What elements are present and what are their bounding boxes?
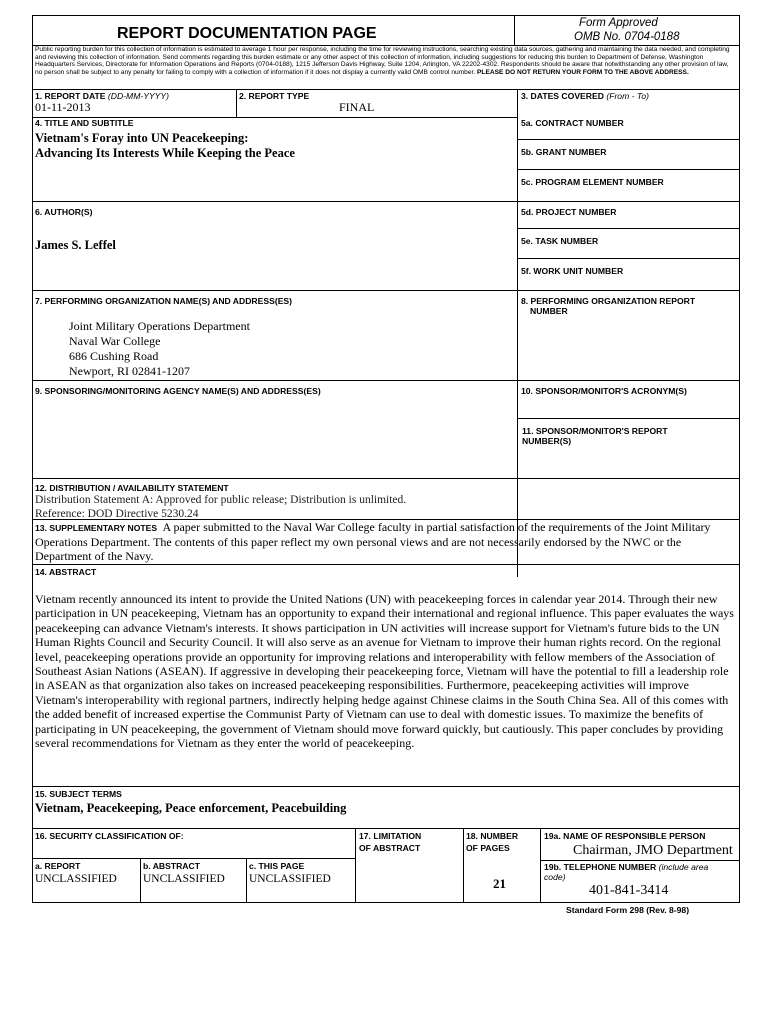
rule <box>33 858 355 859</box>
supplementary-text: A paper submitted to the Naval War College faculty in partial satisfaction of the requirements of the Joint Military Operations Department. The contents of this paper reflect my own personal views and are not necessarily endorsed by the NWC or the Department of the Navy. <box>35 520 711 564</box>
omb-number: OMB No. 0704-0188 <box>574 31 680 43</box>
subject-terms: Vietnam, Peacekeeping, Peace enforcement, Peacebuilding <box>35 801 347 815</box>
rule <box>33 290 739 291</box>
telephone-label <box>544 862 708 872</box>
abstract-class-label: b. ABSTRACT <box>143 861 200 871</box>
rule <box>33 89 739 90</box>
sponsor-report-label-2: NUMBER(S) <box>522 436 572 446</box>
rule <box>540 828 541 903</box>
address-line: 686 Cushing Road <box>69 349 159 363</box>
supplementary-notes <box>35 520 735 564</box>
subject-terms-label: 15. SUBJECT TERMS <box>35 789 122 799</box>
dates-covered-text: 3. DATES COVERED <box>521 91 604 101</box>
grant-number-label: 5b. GRANT NUMBER <box>521 147 607 157</box>
rule <box>517 139 740 140</box>
title-line-2: Advancing Its Interests While Keeping the Peace <box>35 146 295 160</box>
report-type-label: 2. REPORT TYPE <box>239 91 310 101</box>
rule <box>33 564 739 565</box>
rule <box>540 860 740 861</box>
abstract-text: Vietnam recently announced its intent to provide the United Nations (UN) with peacekeeping forces in calendar year 2014. Through their new participation in UN peacekeeping, Vietnam has an opportunity to expand their international and regional influence. This paper evaluates the ways peacekeeping can advance Vietnam's interests. It shows participation in UN activities will increase support for Vietnam's future bids to the UN Human Rights Council and Security Council. It will also serve as an avenue for Vietnam to improve their human rights record. On the regional level, peacekeeping operations provide an opportunity for improving relations and interoperability with fellow members of the Association of Southeast Asian Nations (ASEAN). If aggressive in developing their peacekeeping force, Vietnam will have the potential to fill a leadership role in ASEAN as that organization also takes on increased peacekeeping responsibilities. Furthermore, peacekeeping activities will improve Vietnam's interoperability with regional partners, indirectly helping hedge against Chinese claims in the South China Sea. All of this comes with the added benefit of increased expertise the Communist Party of Vietnam can use to deal with domestic issues. To maximize the benefits of participating in UN peacekeeping, the government of Vietnam should move forward quickly, but cautiously. This paper concludes by providing several recommendations for Vietnam as they enter the world of peacekeeping. <box>35 592 734 751</box>
report-class-label: a. REPORT <box>35 861 81 871</box>
performing-org-label: 7. PERFORMING ORGANIZATION NAME(S) AND ADDRESS(ES) <box>35 296 293 306</box>
report-documentation-form <box>32 15 740 903</box>
this-page-label: c. THIS PAGE <box>249 861 305 871</box>
pages-count: 21 <box>493 876 506 891</box>
limitation-label-2: OF ABSTRACT <box>359 843 421 853</box>
performing-report-label: 8. PERFORMING ORGANIZATION REPORT <box>521 296 696 306</box>
dates-covered-hint: (From - To) <box>606 91 649 101</box>
supplementary-label: 13. SUPPLEMENTARY NOTES <box>35 523 158 533</box>
pages-label-2: OF PAGES <box>466 843 510 853</box>
report-date-hint: (DD-MM-YYYY) <box>107 91 170 101</box>
this-page-value: UNCLASSIFIED <box>249 873 331 885</box>
rule <box>33 201 739 202</box>
performing-org-address <box>69 319 250 379</box>
address-line: Joint Military Operations Department <box>69 319 250 333</box>
report-date-value: 01-11-2013 <box>35 100 91 114</box>
project-number-label: 5d. PROJECT NUMBER <box>521 207 617 217</box>
rule <box>33 478 739 479</box>
program-element-label: 5c. PROGRAM ELEMENT NUMBER <box>521 177 664 187</box>
abstract-class-value: UNCLASSIFIED <box>143 873 225 885</box>
telephone-hint-2: code) <box>544 872 566 882</box>
responsible-person: Chairman, JMO Department <box>573 843 733 858</box>
dates-covered-label <box>521 91 649 101</box>
title-line-1: Vietnam's Foray into UN Peacekeeping: <box>35 131 249 145</box>
distribution-label: 12. DISTRIBUTION / AVAILABILITY STATEMENT <box>35 483 229 493</box>
telephone-label-text: 19b. TELEPHONE NUMBER <box>544 862 657 872</box>
address-line: Newport, RI 02841-1207 <box>69 364 190 378</box>
standard-form-footer: Standard Form 298 (Rev. 8-98) <box>566 905 690 915</box>
limitation-label: 17. LIMITATION <box>359 831 422 841</box>
report-class-value: UNCLASSIFIED <box>35 873 117 885</box>
rule <box>517 228 740 229</box>
burden-bold: PLEASE DO NOT RETURN YOUR FORM TO THE ABOVE ADDRESS. <box>477 68 689 76</box>
performing-report-label-2: NUMBER <box>530 306 568 316</box>
form-approved-label: Form Approved <box>579 17 658 29</box>
rule <box>517 418 740 419</box>
sponsor-report-label: 11. SPONSOR/MONITOR'S REPORT <box>522 426 668 436</box>
burden-statement <box>35 46 735 76</box>
burden-text: Public reporting burden for this collection of information is estimated to average 1 hour per response, including the time for reviewing instructions, searching existing data sources, gathering and maintaining the data needed, and completing and reviewing this collection of information. Send comments regarding this burden estimate or any other aspect of this collection of information, including suggestions for reducing this burden to Department of Defense, Washington Headquarters Services, Directorate for Information Operations and Reports (0704-0188), 1215 Jefferson Davis Highway, Suite 1204, Arlington, VA 22202-4302. Respondents should be aware that notwithstanding any other provision of law, no person shall be subject to any penalty for failing to comply with a collection of information if it does not display a currently valid OMB control number. <box>35 46 730 76</box>
report-date-label-text: 1. REPORT DATE <box>35 91 106 101</box>
rule <box>33 380 739 381</box>
rule <box>463 828 464 903</box>
rule <box>33 786 739 787</box>
title-label: 4. TITLE AND SUBTITLE <box>35 118 134 128</box>
abstract-label: 14. ABSTRACT <box>35 567 97 577</box>
task-number-label: 5e. TASK NUMBER <box>521 236 599 246</box>
rule <box>33 828 739 829</box>
distribution-reference: Reference: DOD Directive 5230.24 <box>35 508 199 520</box>
sponsor-acronym-label: 10. SPONSOR/MONITOR'S ACRONYM(S) <box>521 386 687 396</box>
rule <box>140 858 141 903</box>
work-unit-label: 5f. WORK UNIT NUMBER <box>521 266 624 276</box>
report-type-value: FINAL <box>339 100 375 114</box>
rule <box>246 858 247 903</box>
header-divider <box>514 16 515 45</box>
telephone-hint: (include area <box>658 862 709 872</box>
sponsoring-agency-label: 9. SPONSORING/MONITORING AGENCY NAME(S) AND ADDRESS(ES) <box>35 386 321 396</box>
authors-label: 6. AUTHOR(S) <box>35 207 93 217</box>
author-name: James S. Leffel <box>35 238 116 252</box>
responsible-person-label: 19a. NAME OF RESPONSIBLE PERSON <box>544 831 706 841</box>
contract-number-label: 5a. CONTRACT NUMBER <box>521 118 624 128</box>
rule <box>355 828 356 903</box>
rule <box>517 89 518 577</box>
pages-label: 18. NUMBER <box>466 831 519 841</box>
rule <box>517 169 740 170</box>
security-classification-label: 16. SECURITY CLASSIFICATION OF: <box>35 831 184 841</box>
telephone-number: 401-841-3414 <box>589 883 669 898</box>
rule <box>236 89 237 117</box>
address-line: Naval War College <box>69 334 161 348</box>
distribution-statement: Distribution Statement A: Approved for public release; Distribution is unlimited. <box>35 494 407 506</box>
rule <box>517 258 740 259</box>
form-title: REPORT DOCUMENTATION PAGE <box>117 25 377 42</box>
